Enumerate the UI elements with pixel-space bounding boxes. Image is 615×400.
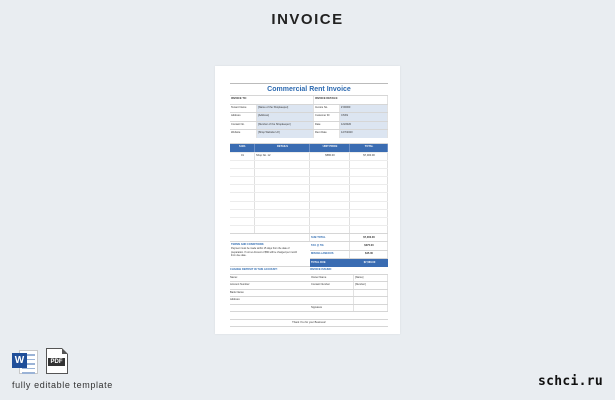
empty-item-rows	[230, 160, 388, 234]
terms-and-totals	[230, 241, 388, 266]
subtotal-label: SUB TOTAL	[310, 234, 350, 241]
tax-row	[310, 242, 388, 250]
empty-cell	[310, 169, 350, 176]
empty-item-row	[230, 168, 388, 176]
subtotal-value: $7,000.00	[350, 234, 388, 241]
total-due-row	[310, 258, 388, 267]
info-rows	[230, 104, 388, 138]
deposit-field-label: Bank Name:	[230, 290, 245, 294]
info-label: Rent Date	[314, 130, 340, 138]
word-letter: W	[12, 353, 27, 368]
template-caption: fully editable template	[12, 380, 113, 390]
item-price: $580.00	[310, 153, 350, 160]
deposit-field-label: Name:	[230, 275, 238, 279]
empty-item-row	[230, 160, 388, 168]
invoice-to-label: INVOICE TO:	[230, 96, 314, 104]
issued-field-label	[310, 290, 354, 297]
info-value: [Number of the Shopkeeper]	[257, 122, 314, 130]
empty-cell	[310, 161, 350, 168]
empty-item-row	[230, 192, 388, 200]
deposit-blank	[230, 304, 310, 312]
empty-cell	[350, 202, 388, 209]
empty-cell	[310, 210, 350, 217]
item-details: Shop No. 12	[255, 153, 310, 160]
issued-field-value: [Number]	[354, 282, 388, 289]
column-header: DETAILS	[255, 144, 310, 152]
empty-cell	[310, 226, 350, 233]
deposit-field-label: Account Number:	[230, 283, 251, 287]
deposit-field	[230, 274, 310, 282]
info-label: Website	[230, 130, 257, 138]
empty-cell	[350, 161, 388, 168]
empty-cell	[350, 193, 388, 200]
issued-field-label: Owner Name	[310, 275, 354, 282]
column-header: S.NO.	[230, 144, 255, 152]
empty-cell	[230, 193, 255, 200]
empty-cell	[230, 169, 255, 176]
item-row	[230, 152, 388, 160]
issued-label-text: INVOICE ISSUED:	[310, 268, 332, 272]
empty-cell	[255, 218, 310, 225]
tax-label: TAX @ 5%	[310, 242, 350, 250]
misc-row	[310, 250, 388, 259]
empty-cell	[255, 177, 310, 184]
spacer	[230, 234, 310, 241]
empty-cell	[230, 202, 255, 209]
total-due-value: $7,560.00	[363, 261, 376, 265]
empty-cell	[350, 177, 388, 184]
page-heading: INVOICE	[271, 11, 344, 28]
issued-field-value	[354, 290, 388, 297]
deposit-and-issued	[230, 266, 388, 319]
column-header: TOTAL	[350, 144, 388, 152]
empty-cell	[310, 177, 350, 184]
subtotal-row	[230, 233, 388, 241]
terms-text: Payment must be made within 15 days from the date of preparation. If not so Amount of $50 will be charged per month from due date.	[231, 247, 298, 257]
info-value: 1/3/2020	[340, 122, 388, 130]
empty-item-row	[230, 184, 388, 192]
empty-cell	[255, 169, 310, 176]
issued-field-value: [Name]	[354, 275, 388, 282]
info-value: [Address]	[257, 113, 314, 121]
info-value: [Shop Website Url]	[257, 130, 314, 138]
deposit-field	[230, 296, 310, 304]
empty-cell	[230, 210, 255, 217]
footer-text: Thank You for your Business!	[292, 320, 326, 324]
empty-item-row	[230, 201, 388, 209]
issued-field-value	[354, 305, 388, 312]
empty-cell	[230, 185, 255, 192]
issued-field	[310, 289, 388, 297]
empty-cell	[255, 161, 310, 168]
info-label: Customer ID	[314, 113, 340, 121]
deposit-section	[230, 267, 310, 319]
info-label: Contact No.	[230, 122, 257, 130]
empty-cell	[255, 185, 310, 192]
empty-item-row	[230, 176, 388, 184]
info-value: # 00000	[340, 105, 388, 113]
column-header: UNIT PRICE	[310, 144, 350, 152]
issued-field-label	[310, 297, 354, 304]
total-due-label: TOTAL DUE	[311, 261, 326, 265]
terms-label: TERMS AND CONDITIONS:	[231, 242, 265, 246]
invoice-preview	[215, 66, 400, 334]
info-value: [Name of the Shopkeeper]	[257, 105, 314, 113]
invoice-details-label: INVOICE DETAILS:	[314, 96, 388, 104]
empty-cell	[350, 210, 388, 217]
empty-cell	[255, 193, 310, 200]
invoice-sheet	[230, 83, 388, 327]
issued-field-label: Contact Number	[310, 282, 354, 289]
item-number: 01	[230, 153, 255, 160]
issued-section	[310, 267, 388, 319]
empty-cell	[310, 193, 350, 200]
misc-label: MISCELLANEOUS	[310, 251, 350, 259]
empty-item-row	[230, 217, 388, 225]
info-section-labels	[230, 95, 388, 104]
deposit-label-text: CHANGE DEPOSIT IN THIS ACCOUNT:	[230, 268, 278, 272]
info-label: Invoice No.	[314, 105, 340, 113]
deposit-field	[230, 289, 310, 297]
footer-note	[230, 319, 388, 327]
format-icons	[12, 348, 68, 374]
issued-field	[310, 296, 388, 304]
empty-cell	[230, 226, 255, 233]
info-row	[230, 129, 388, 138]
invoice-title: Commercial Rent Invoice	[230, 83, 388, 95]
empty-cell	[255, 210, 310, 217]
info-row	[230, 104, 388, 113]
empty-item-row	[230, 209, 388, 217]
deposit-field	[230, 281, 310, 289]
issued-field	[310, 274, 388, 282]
info-row	[230, 112, 388, 121]
issued-field	[310, 281, 388, 289]
issued-field-value	[354, 297, 388, 304]
empty-cell	[230, 161, 255, 168]
empty-cell	[310, 185, 350, 192]
deposit-field-label: Address:	[230, 298, 241, 302]
items-header	[230, 143, 388, 152]
info-row	[230, 121, 388, 130]
empty-cell	[230, 177, 255, 184]
info-value: CSSS	[340, 113, 388, 121]
info-label: Date	[314, 122, 340, 130]
site-name[interactable]: schci.ru	[537, 374, 603, 389]
empty-cell	[230, 218, 255, 225]
info-label: Tenant Name	[230, 105, 257, 113]
empty-cell	[350, 169, 388, 176]
info-value: 12/7/2020	[340, 130, 388, 138]
pdf-label: PDF	[48, 358, 65, 366]
deposit-blank	[230, 311, 310, 319]
issued-blank	[310, 311, 388, 319]
empty-cell	[310, 218, 350, 225]
empty-cell	[350, 226, 388, 233]
empty-cell	[255, 202, 310, 209]
empty-cell	[350, 185, 388, 192]
empty-cell	[350, 218, 388, 225]
empty-cell	[255, 226, 310, 233]
pdf-document-icon[interactable]	[46, 348, 68, 374]
issued-field-label: Signature	[310, 305, 354, 312]
item-total: $7,000.00	[350, 153, 388, 160]
tax-value: $375.00	[350, 242, 388, 250]
empty-item-row	[230, 225, 388, 233]
empty-cell	[310, 202, 350, 209]
info-label: Address	[230, 113, 257, 121]
word-document-icon[interactable]	[12, 348, 38, 374]
issued-field	[310, 304, 388, 312]
misc-value: $45.00	[350, 251, 388, 259]
